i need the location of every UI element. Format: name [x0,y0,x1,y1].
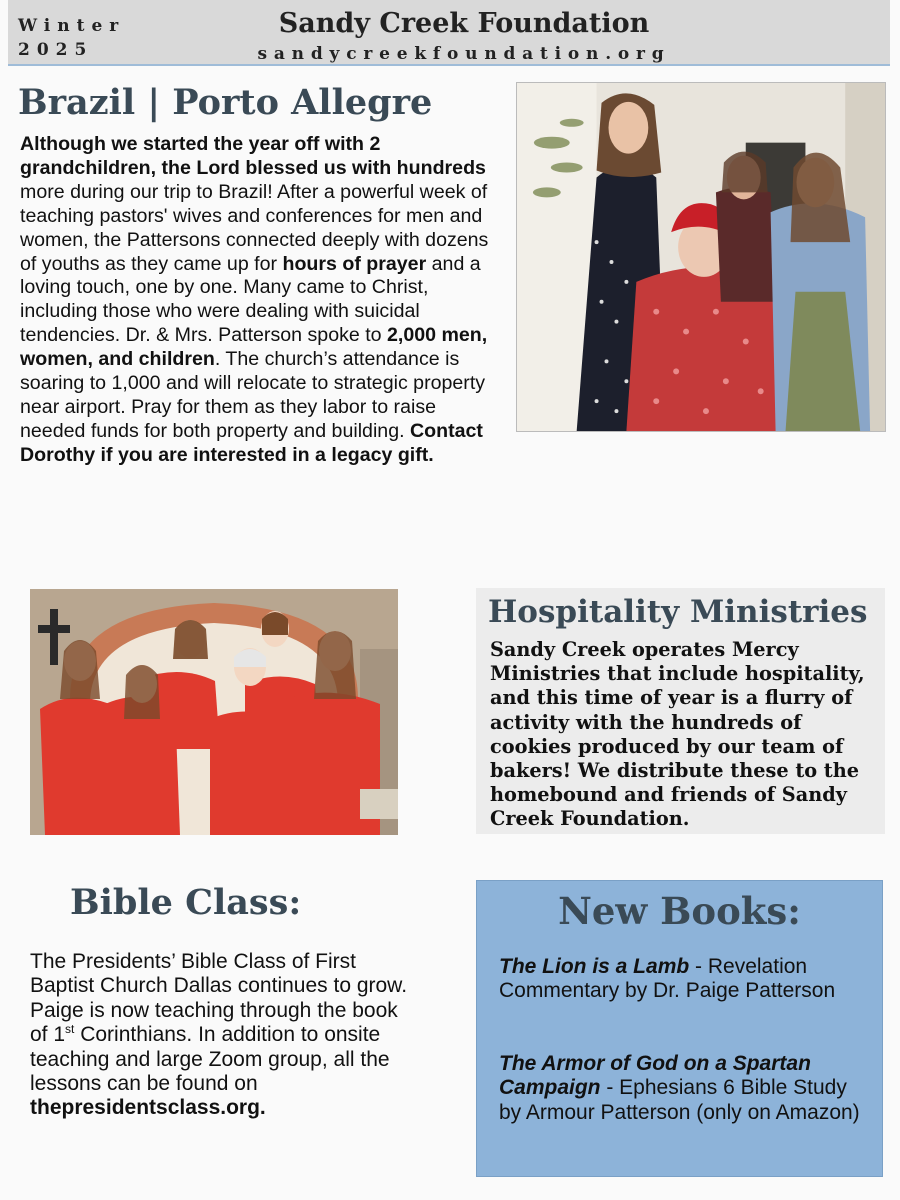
bible-class-title: Bible Class: [70,882,302,923]
book-title: The Lion is a Lamb [499,955,690,978]
book-item [499,1052,874,1125]
brazil-text-3: . The church’s attendance is soaring to 1,000 and will relocate to strategic property near airport. Pray for them as they labor to raise needed funds for both property and building. [20,348,486,442]
brazil-section-title: Brazil | Porto Allegre [18,82,433,123]
book-title: The Armor of God on a Spartan Campaign [499,1052,811,1100]
book-item [499,955,874,1004]
hospitality-body: Sandy Creek operates Mercy Ministries that include hospitality, and this time of year is a flurry of activity with the hundreds of cookies produced by our team of bakers! We distribute these to the homebound and friends of Sandy Creek Foundation. [490,638,865,831]
brazil-text-1: more during our trip to Brazil! After a powerful week of teaching pastors' wives and conferences for men and women, the Pattersons connected deeply with dozens of youths as they came up for [20,180,489,275]
brazil-contact-bold: Contact Dorothy if you are interested in a legacy gift. [20,419,483,466]
brazil-intro-bold: Although we started the year off with 2 grandchildren, the Lord blessed us with hundreds [20,133,486,179]
hospitality-title: Hospitality Ministries [488,594,868,630]
new-books-section [476,880,883,1177]
newsletter-header [8,0,890,66]
ordinal-suffix: st [65,1022,75,1037]
book-description: - Revelation Commentary by Dr. Paige Patterson [499,955,836,1003]
issue-season: Winter [18,16,126,36]
brazil-family-photo [516,82,886,432]
new-books-title: New Books: [558,889,801,933]
issue-year: 2025 [18,40,94,60]
organization-url[interactable]: sandycreekfoundation.org [257,44,671,64]
brazil-bold-prayer: hours of prayer [282,252,427,275]
hospitality-section [476,588,885,834]
bible-class-body [30,950,410,1121]
brazil-section-body [20,133,490,468]
book-description: - Ephesians 6 Bible Study by Armour Patterson (only on Amazon) [499,1076,860,1124]
bible-class-text-1: The Presidents’ Bible Class of First Baptist Church Dallas continues to grow. Paige is now teaching through the book of 1 [30,950,408,1047]
brazil-bold-attendance: 2,000 men, women, and children [20,324,488,371]
brazil-text-2: and a loving touch, one by one. Many came to Christ, including those who were dealing with suicidal tendencies. Dr. & Mrs. Patterson spoke to [20,252,481,347]
bible-class-text-2: Corinthians. In addition to onsite teaching and large Zoom group, all the lessons can be found on [30,1023,390,1096]
presidents-class-link[interactable]: thepresidentsclass.org. [30,1096,266,1120]
organization-name: Sandy Creek Foundation [278,8,650,39]
bakers-team-photo [30,589,398,835]
